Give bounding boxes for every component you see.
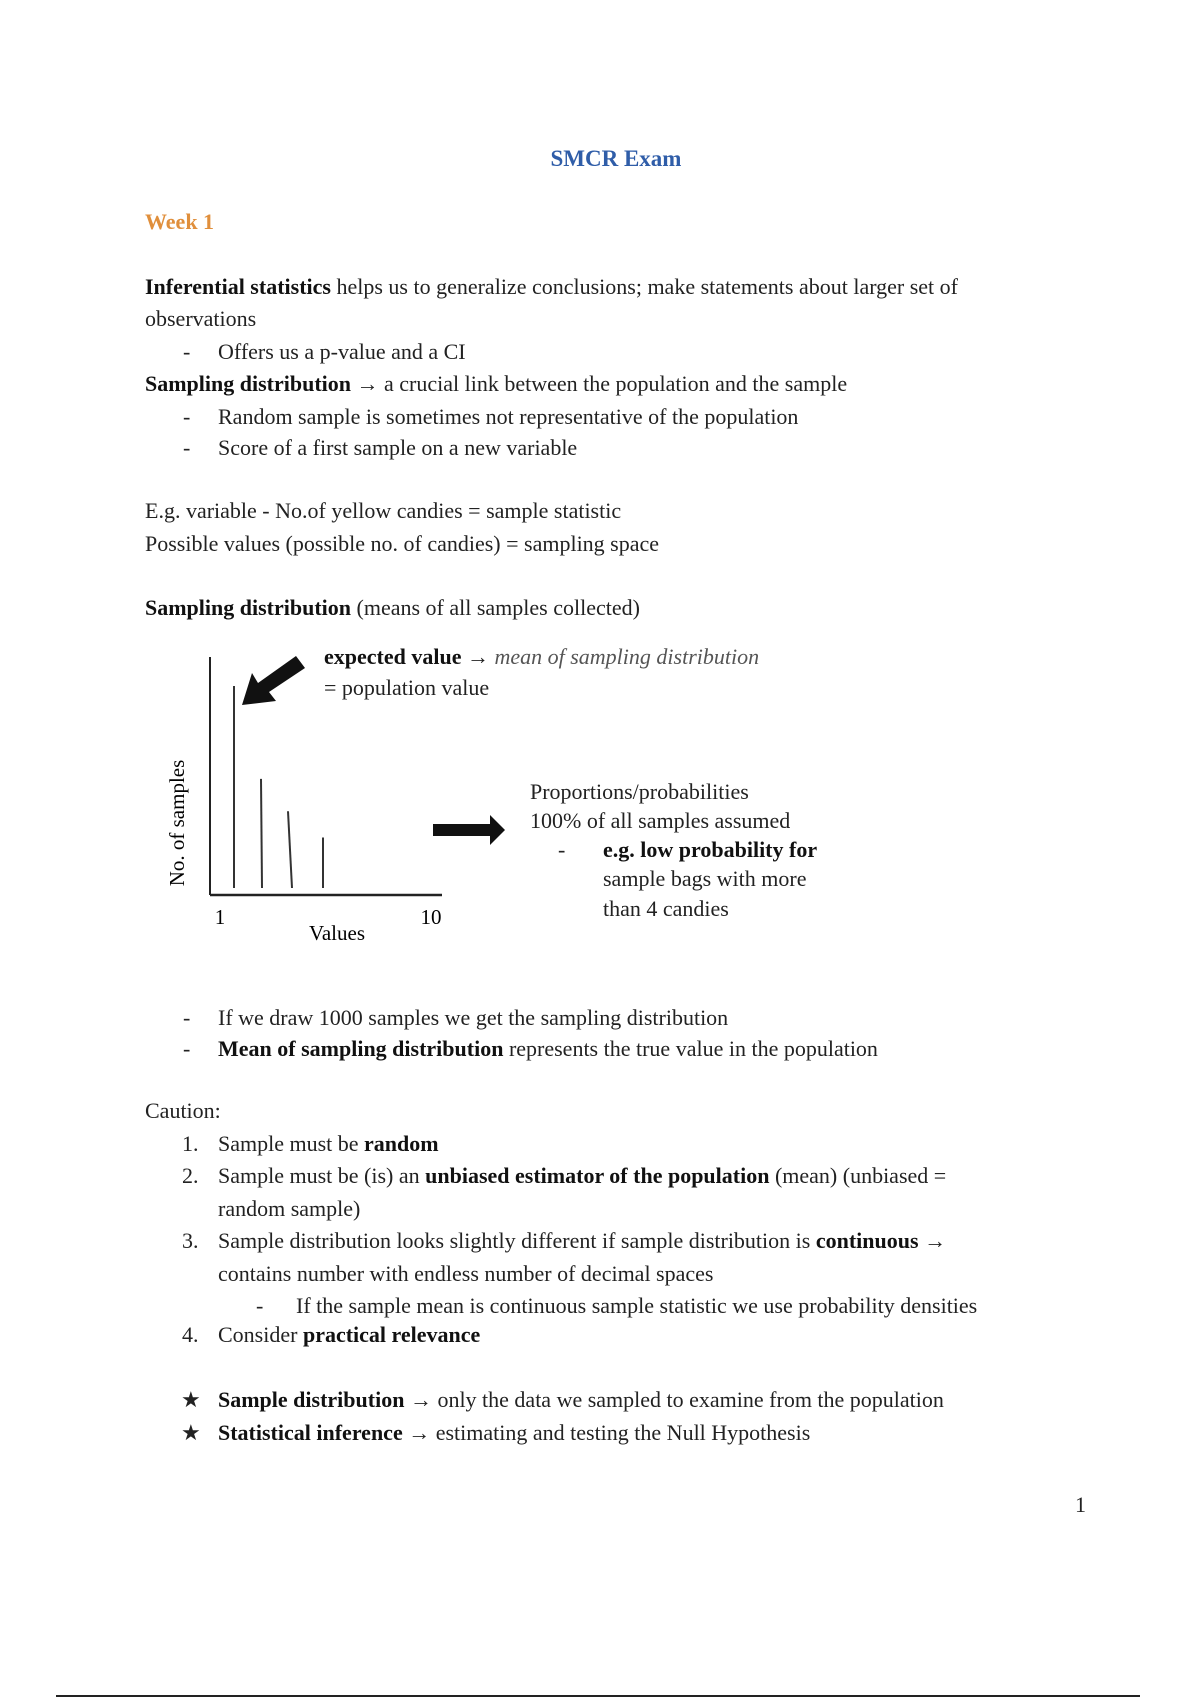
term: Inferential statistics [145, 274, 331, 299]
text: contains number with endless number of decimal spaces [218, 1261, 714, 1286]
text: Consider [218, 1322, 303, 1347]
text: E.g. variable - No.of yellow candies = sample statistic [145, 498, 622, 523]
list-item [218, 1228, 946, 1254]
term: Sampling distribution [145, 371, 352, 396]
term: unbiased estimator of the population [425, 1163, 770, 1188]
distribution-bar [288, 811, 292, 888]
annotation-line2: = population value [324, 675, 490, 700]
page-divider [56, 1695, 1140, 1697]
y-axis-label: No. of samples [165, 759, 189, 887]
bullet-text: Offers us a p-value and a CI [218, 339, 466, 364]
term: practical relevance [302, 1322, 481, 1347]
text: 100% of all samples assumed [530, 808, 791, 833]
x-axis-label: Values [309, 921, 365, 945]
arrow: → [461, 644, 495, 669]
caution-label: Caution: [145, 1098, 221, 1123]
text: random sample) [218, 1196, 361, 1221]
term: random [364, 1131, 439, 1156]
annotation [324, 644, 759, 670]
text: Sample distribution looks slightly different if sample distribution is [218, 1228, 816, 1253]
term: Statistical inference [218, 1420, 403, 1445]
section-heading: Week 1 [145, 209, 215, 234]
star-item [218, 1387, 944, 1413]
bullet-dash: - [558, 837, 566, 862]
term: Mean of sampling distribution [218, 1036, 504, 1061]
diagonal-arrow-icon [242, 656, 305, 705]
bullet-text: If we draw 1000 samples we get the sampling distribution [218, 1005, 729, 1030]
bullet-dash: - [183, 1005, 191, 1030]
term: expected value [324, 644, 462, 669]
text: Sample must be (is) an [218, 1163, 426, 1188]
text: → only the data we sampled to examine from the population [404, 1387, 944, 1412]
text: e.g. low probability for [603, 837, 818, 862]
list-number: 3. [182, 1228, 199, 1253]
bullet-text [218, 1036, 878, 1062]
star-icon: ★ [181, 1420, 201, 1445]
text: → estimating and testing the Null Hypothesis [402, 1420, 811, 1445]
text [603, 837, 817, 863]
text: (means of all samples collected) [351, 595, 640, 620]
term: continuous [815, 1228, 919, 1253]
text: → a crucial link between the population and the sample [351, 371, 848, 396]
bullet-dash: - [183, 1036, 191, 1061]
bullet-dash: - [183, 435, 191, 460]
text: helps us to generalize conclusions; make statements about larger set of [330, 274, 958, 299]
star-icon: ★ [181, 1387, 201, 1412]
text: → [918, 1228, 947, 1253]
term: Sampling distribution [145, 595, 352, 620]
list-item [218, 1163, 946, 1189]
list-number: 1. [182, 1131, 199, 1156]
star-item [218, 1420, 810, 1446]
text: Possible values (possible no. of candies) = sampling space [145, 531, 660, 556]
document-title: SMCR Exam [550, 146, 682, 171]
list-number: 4. [182, 1322, 199, 1347]
text: represents the true value in the population [503, 1036, 878, 1061]
term: Sample distribution [218, 1387, 405, 1412]
bullet-text: If the sample mean is continuous sample statistic we use probability densities [296, 1293, 978, 1318]
bullet-dash: - [183, 339, 191, 364]
x-max-label: 10 [420, 905, 442, 929]
bullet-text: Random sample is sometimes not representative of the population [218, 404, 799, 429]
bullet-text: Score of a first sample on a new variable [218, 435, 578, 460]
text: (mean) (unbiased = [769, 1163, 947, 1188]
right-arrow-icon [433, 815, 505, 845]
text: than 4 candies [603, 896, 729, 921]
bullet-dash: - [256, 1293, 264, 1318]
text: Sample must be [218, 1131, 365, 1156]
x-min-label: 1 [214, 905, 226, 929]
text: sample bags with more [603, 866, 807, 891]
distribution-bar [261, 779, 262, 888]
list-number: 2. [182, 1163, 199, 1188]
italic-text: mean of sampling distribution [494, 644, 760, 669]
bullet-dash: - [183, 404, 191, 429]
list-item [218, 1322, 480, 1348]
list-item [218, 1131, 439, 1157]
text: observations [145, 306, 257, 331]
page-number: 1 [1075, 1492, 1086, 1517]
text: Proportions/probabilities [530, 779, 749, 804]
